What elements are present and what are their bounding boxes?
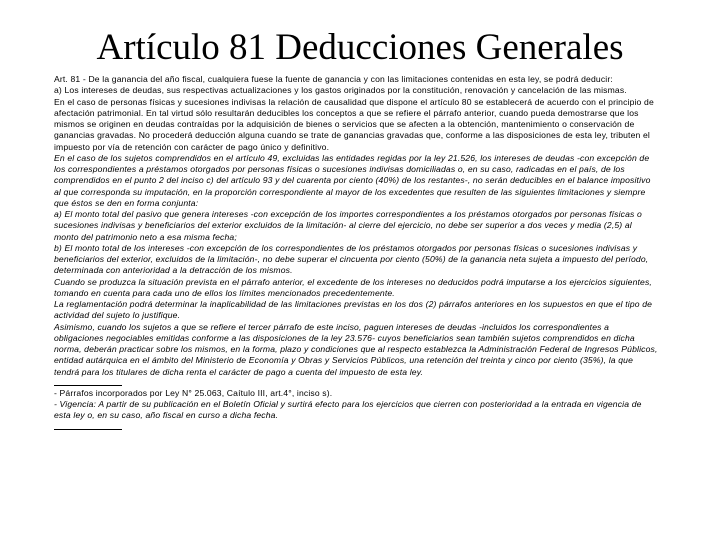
article-paragraph: En el caso de los sujetos comprendidos en el artículo 49, excluidas las entidades regidas por la ley 21.526, los intereses de deudas -con excepción de los correspondientes a préstamos otorgados por personas físicas o sucesiones indivisas domiciliadas o, en su caso, radicadas en el país, de los comprendidos en el punto 2 del inciso c) del artículo 93 y del cuarenta por ciento (40%) de los restantes-, no serán deducibles en el balance impositivo al que corresponda su imputación, en la proporción correspondiente al mayor de los excedentes que resulten de las siguientes limitaciones y siempre que éstos se den en forma conjunta: <box>54 152 651 208</box>
article-paragraph: En el caso de personas físicas y sucesiones indivisas la relación de causalidad que dispone el artículo 80 se establecerá de acuerdo con el principio de afectación patrimonial. En tal virtud sólo resultarán deducibles los conceptos a que se refiere el párrafo anterior, cuando pueda demostrarse que los mismos se originen en deudas contraídas por la adquisición de bienes o servicios que se afecten a la obtención, mantenimiento o conservación de ganancias gravadas. No procederá deducción alguna cuando se trate de ganancias gravadas que, conforme a las disposiciones de esta ley, tributen el impuesto por vía de retención con carácter de pago único y definitivo. <box>54 96 654 152</box>
article-paragraph: Art. 81 - De la ganancia del año fiscal, cualquiera fuese la fuente de ganancia y con las limitaciones contenidas en esta ley, se podrá deducir: <box>54 74 613 84</box>
article-paragraph: La reglamentación podrá determinar la inaplicabilidad de las limitaciones previstas en los dos (2) párrafos anteriores en los supuestos en que el tipo de actividad del sujeto lo justifique. <box>54 299 653 321</box>
article-paragraph: a) Los intereses de deudas, sus respectivas actualizaciones y los gastos originados por la constitución, renovación y cancelación de las mismas. <box>54 85 627 96</box>
page-title: Artículo 81 Deducciones Generales <box>96 27 624 68</box>
footnote-divider <box>54 385 122 386</box>
footnote-text: - Vigencia: A partir de su publicación en el Boletín Oficial y surtirá efecto para los ejercicios que cierren con posterioridad a la entrada en vigencia de esta ley o, en su caso, año fiscal en curso a dicha fecha. <box>54 399 642 421</box>
article-paragraph: b) El monto total de los intereses -con excepción de los correspondientes de los préstamos otorgados por personas físicas o sucesiones indivisas y beneficiarios del exterior, excluidos de la limitación-, no debe superar el cincuenta por ciento (50%) de la ganancia neta sujeta a impuesto del período, determinada con anterioridad a la detracción de los mismos. <box>54 242 649 276</box>
article-paragraph: Asimismo, cuando los sujetos a que se refiere el tercer párrafo de este inciso, paguen intereses de deudas -incluidos los correspondientes a obligaciones negociables emitidas conforme a las disposiciones de la ley 23.576- cuyos beneficiarios sean también sujetos comprendidos en dicha norma, deberán practicar sobre los mismos, en la forma, plazo y condiciones que al respecto establezca la Administración Federal de Ingresos Públicos, entidad autárquica en el ámbito del Ministerio de Economía y Obras y Servicios Públicos, una retención del treinta y cinco por ciento (35%), la que tendrá para los titulares de dicha renta el carácter de pago a cuenta del impuesto de esta ley. <box>54 321 658 377</box>
article-body <box>54 74 658 432</box>
article-paragraph: a) El monto total del pasivo que genera intereses -con excepción de los importes correspondientes a los préstamos otorgados por personas físicas o sucesiones indivisas y beneficiarios del exterior excluidos de la limitación- al cierre del ejercicio, no debe ser superior a dos veces y media (2,5) al monto del patrimonio neto a esa misma fecha; <box>54 209 642 242</box>
footnote-text: - Párrafos incorporados por Ley N° 25.063, Caítulo III, art.4°, inciso s). <box>54 387 333 398</box>
article-paragraph: Cuando se produzca la situación prevista en el párrafo anterior, el excedente de los intereses no deducidos podrá imputarse a los ejercicios siguientes, tomando en cuenta para cada uno de ellos los límites mencionados precedentemente. <box>54 276 652 298</box>
footnote-divider <box>54 429 122 430</box>
